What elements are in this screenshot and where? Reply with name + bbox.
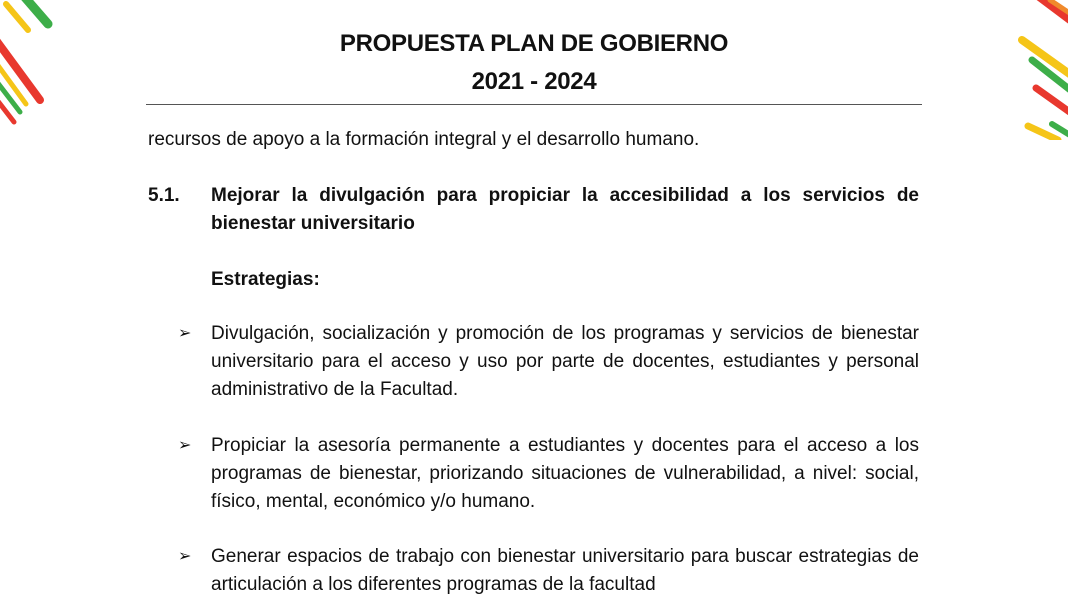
section-number: 5.1. — [148, 185, 180, 206]
arrow-bullet-icon: ➢ — [178, 548, 192, 565]
section-heading: Mejorar la divulgación para propiciar la accesibilidad a los servicios de bienestar universitario — [211, 185, 919, 234]
corner-stripes-left — [0, 0, 60, 130]
strategy-text: Generar espacios de trabajo con bienestar universitario para buscar estrategias de articulación a los diferentes programas de la facultad — [211, 546, 919, 595]
page-subtitle-years: 2021 - 2024 — [471, 68, 597, 95]
page-title: PROPUESTA PLAN DE GOBIERNO — [339, 30, 729, 57]
header-divider — [146, 104, 922, 105]
arrow-bullet-icon: ➢ — [178, 325, 192, 342]
strategy-text: Propiciar la asesoría permanente a estudiantes y docentes para el acceso a los programas de bienestar, priorizando situaciones de vulnerabilidad, a nivel: social, físico, mental, económico y/o humano. — [211, 435, 919, 512]
strategy-text: Divulgación, socialización y promoción de los programas y servicios de bienestar universitario para el acceso y uso por parte de docentes, estudiantes y personal administrativo de la Facultad. — [211, 323, 919, 400]
arrow-bullet-icon: ➢ — [178, 437, 192, 454]
intro-paragraph: recursos de apoyo a la formación integral y el desarrollo humano. — [148, 129, 700, 150]
strategies-label: Estrategias: — [211, 269, 320, 290]
